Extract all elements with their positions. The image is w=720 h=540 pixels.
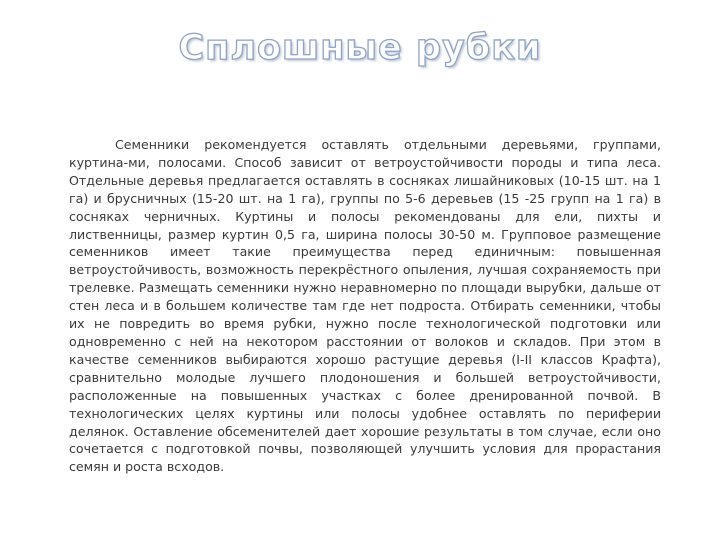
slide-body-text: Семенники рекомендуется оставлять отдельными деревьями, группами, куртина-ми, полосами. Способ зависит от ветроустойчивости породы и типа леса. Отдельные деревья предлагается оставлять в сосняках лишайниковых (10-15 шт. на 1 га) и брусничных (15-20 шт. на 1 га), группы по 5-6 деревьев (15 -25 групп на 1 га) в сосняках черничных. Куртины и полосы рекомендованы для ели, пихты и лиственницы, размер куртин 0,5 га, ширина полосы 30-50 м. Групповое размещение семенников имеет такие преимущества перед единичным: повышенная ветроустойчивость, возможность перекрёстного опыления, лучшая сохраняемость при трелевке. Размещать семенники нужно неравномерно по площади вырубки, дальше от стен леса и в большем количестве там где нет подроста. Отбирать семенники, чтобы их не повредить во время рубки, нужно после технологической подготовки или одновременно с ней на некотором расстоянии от волоков и складов. При этом в качестве семенников выбираются хорошо растущие деревья (I-II классов Крафта), сравнительно молодые лучшего плодоношения и большей ветроустойчивости, расположенные на повышенных участках с более дренированной почвой. В технологических целях куртины или полосы удобнее оставлять по периферии делянок. Оставление обсеменителей дает хорошие результаты в том случае, если оно сочетается с подготовкой почвы, позволяющей улучшить условия для прорастания семян и роста всходов. [69, 137, 661, 475]
slide-title: Сплошные рубки [178, 28, 542, 68]
